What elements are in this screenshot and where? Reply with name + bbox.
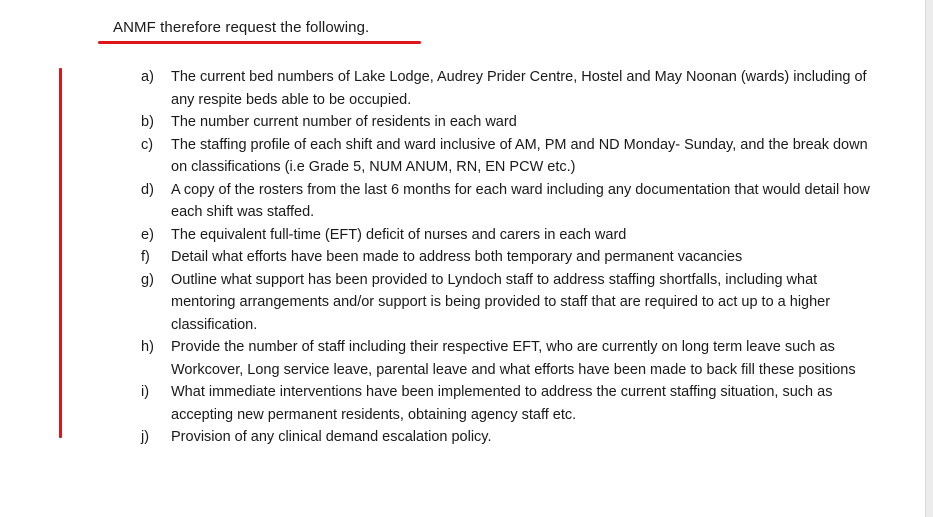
request-item-h [141,336,881,381]
page-edge-scrollbar[interactable] [925,0,933,517]
request-text: A copy of the rosters from the last 6 months for each ward including any documentation that would detail how each shift was staffed. [171,181,870,220]
request-item-i [141,381,881,426]
request-text: Outline what support has been provided to Lyndoch staff to address staffing shortfalls, including what mentoring arrangements and/or support is being provided to staff that are required to act up to a higher classification. [171,271,831,333]
request-item-d [141,179,881,224]
request-marker: j) [141,429,150,445]
request-marker: a) [141,69,154,85]
request-item-c [141,134,881,179]
request-text: Provide the number of staff including their respective EFT, who are currently on long term leave such as Workcover, Long service leave, parental leave and what efforts have been made to back fill these positions [171,339,856,378]
request-text: Detail what efforts have been made to address both temporary and permanent vacancies [171,249,743,265]
request-text: The number current number of residents in each ward [171,114,517,130]
request-marker: d) [141,181,154,198]
request-text: Provision of any clinical demand escalation policy. [171,429,492,445]
request-item-j [141,426,881,449]
request-marker: h) [141,339,154,355]
red-underline-annotation [98,41,421,44]
request-text: The staffing profile of each shift and ward inclusive of AM, PM and ND Monday- Sunday, and the break down on classifications (i.e Grade 5, NUM ANUM, RN, EN PCW etc.) [171,136,868,175]
intro-text: ANMF therefore request the following. [113,19,370,36]
request-item-e [141,224,881,247]
request-text: The current bed numbers of Lake Lodge, Audrey Prider Centre, Hostel and May Noonan (wards) including of any respite beds able to be occupied. [171,69,867,108]
request-marker: i) [141,384,150,400]
request-marker: e) [141,226,154,243]
request-marker: b) [141,114,154,130]
request-item-g [141,269,881,337]
red-margin-line-annotation [59,68,62,438]
request-marker: c) [141,136,154,153]
request-text: The equivalent full-time (EFT) deficit of nurses and carers in each ward [171,226,627,243]
request-item-b [141,111,881,134]
request-item-a [141,66,881,111]
request-item-f [141,246,881,269]
request-text: What immediate interventions have been implemented to address the current staffing situation, such as accepting new permanent residents, obtaining agency staff etc. [171,384,833,423]
request-marker: f) [141,249,150,265]
request-marker: g) [141,271,154,288]
request-list [141,66,881,449]
